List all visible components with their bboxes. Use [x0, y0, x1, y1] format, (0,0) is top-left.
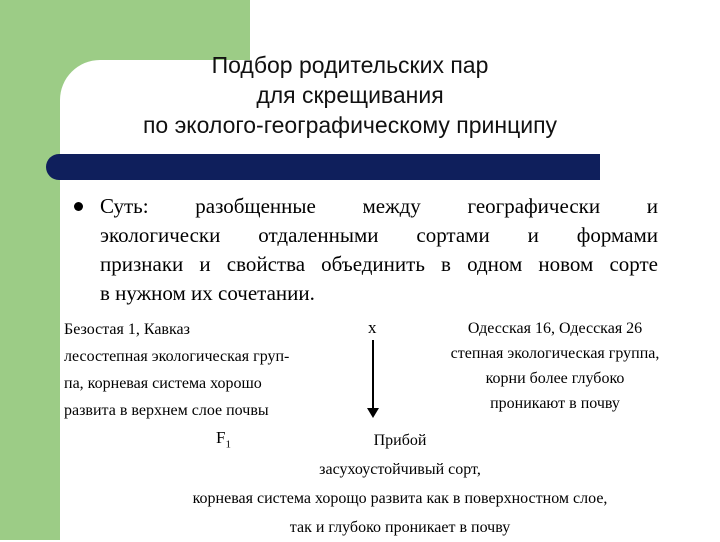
cross-symbol: x — [368, 318, 377, 337]
arrow-head-icon — [367, 408, 379, 418]
parent-right — [400, 316, 710, 416]
offspring-line-4: так и глубоко проникает в почву — [289, 519, 511, 536]
parent-right-line-4: проникают в почву — [490, 395, 620, 412]
arrow-down-icon — [372, 340, 374, 410]
bullet-line-1: Суть: разобщенные между географически и — [100, 194, 658, 218]
parent-right-line-1: Одесская 16, Одесская 26 — [467, 320, 643, 337]
bullet-line-2: экологически отдаленными сортами и формами — [100, 223, 658, 247]
parent-left-line-3: па, корневая система хорошо — [64, 375, 262, 392]
generation-letter: F — [216, 428, 226, 447]
bullet-line-4: в нужном их сочетании. — [100, 281, 315, 305]
parent-left — [64, 316, 364, 424]
bullet-paragraph — [100, 192, 658, 308]
title-line-3: по эколого-географическому принципу — [142, 112, 558, 138]
parent-right-line-3: корни более глубоко — [485, 370, 625, 387]
parent-left-line-1: Безостая 1, Кавказ — [64, 321, 190, 338]
parent-left-line-4: развита в верхнем слое почвы — [64, 402, 269, 419]
title-divider-bar — [46, 154, 600, 180]
parent-right-line-2: степная экологическая группа, — [450, 345, 660, 362]
offspring-line-2: засухоустойчивый сорт, — [319, 461, 481, 478]
parent-left-line-2: лесостепная экологическая груп- — [64, 348, 290, 365]
title-line-1: Подбор родительских пар — [211, 52, 489, 78]
bullet-line-3: признаки и свойства объединить в одном новом сорте — [100, 252, 658, 276]
offspring-line-3: корневая система хорощо развита как в поверхностном слое, — [192, 490, 608, 507]
offspring-description — [100, 426, 700, 542]
generation-subscript: 1 — [225, 438, 231, 451]
bullet-dot-icon — [74, 202, 83, 211]
slide-title — [40, 50, 660, 140]
title-line-2: для скрещивания — [256, 82, 444, 108]
offspring-line-1: Прибой — [373, 432, 427, 449]
